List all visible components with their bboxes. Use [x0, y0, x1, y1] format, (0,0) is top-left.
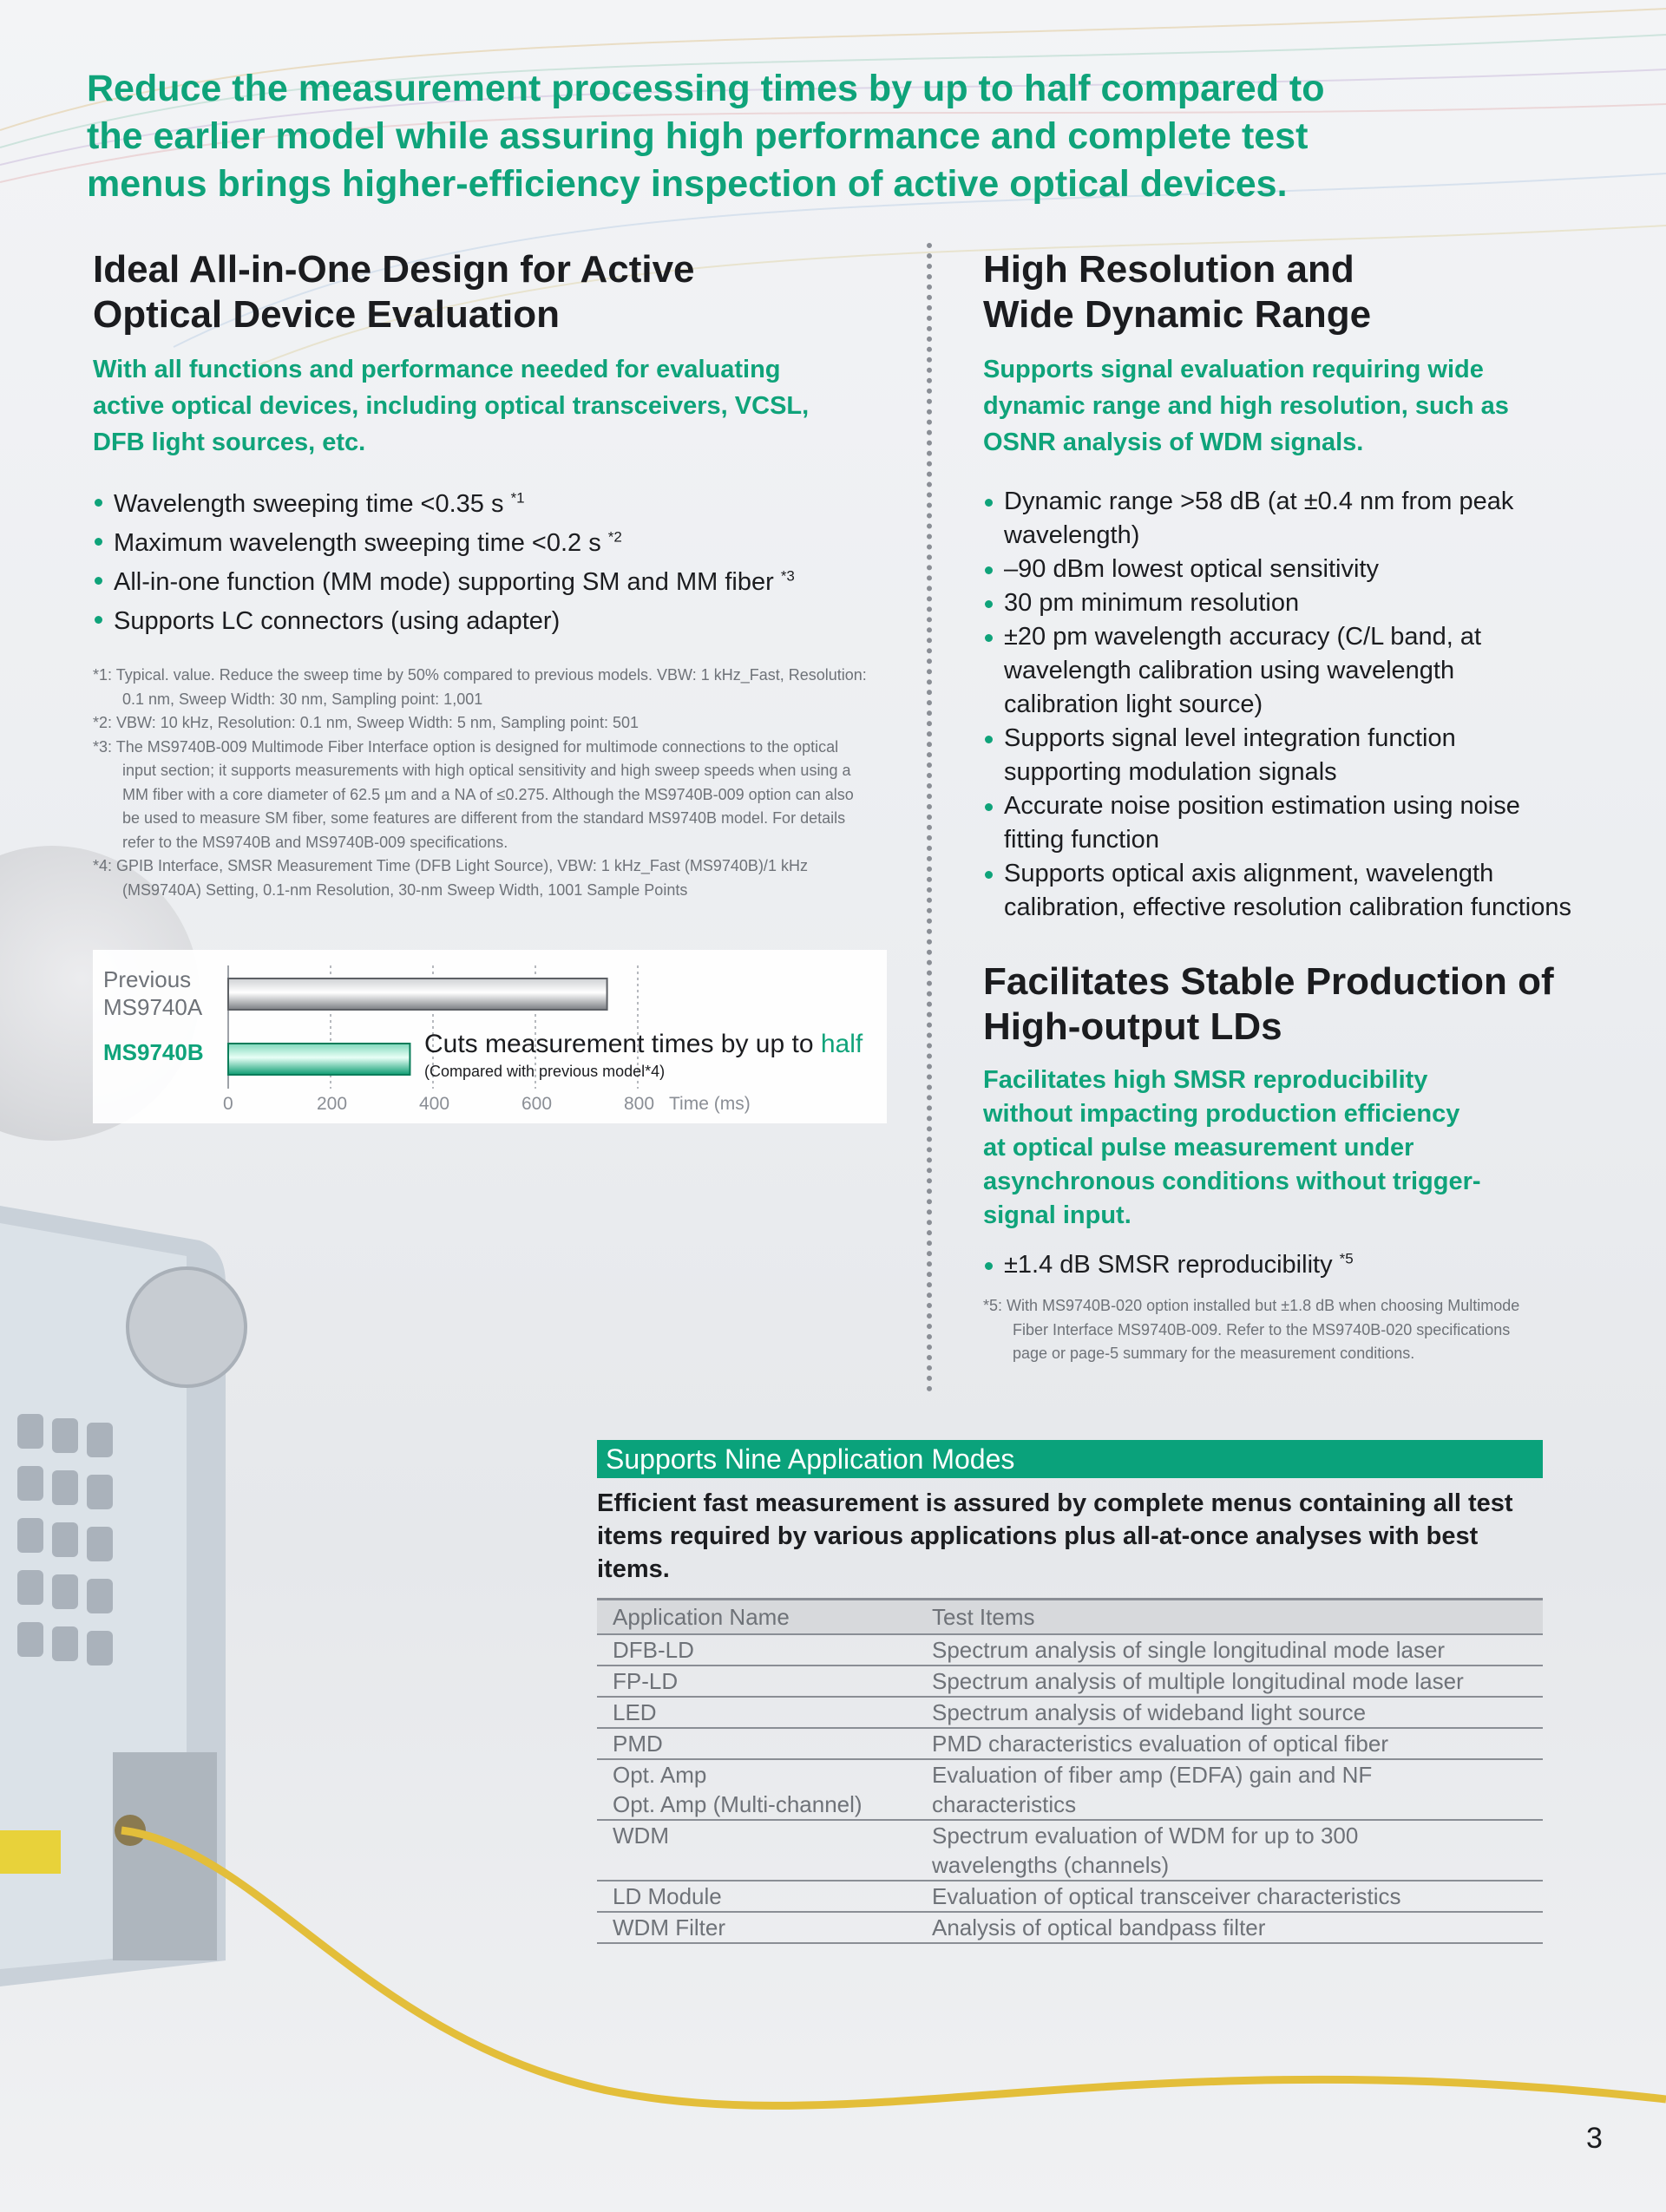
footnote-1: *1: Typical. value. Reduce the sweep time by 50% compared to previous models. VBW: 1 kHz_Fast, Resolution: 0.1 nm, Sweep Width: 30 nm, Sampling point: 1,001	[93, 666, 867, 708]
bullet-signal-integration: Supports signal level integration function supporting modulation signals	[983, 722, 1573, 789]
bullet-dynamic-range: Dynamic range >58 dB (at ±0.4 nm from peak wavelength)	[983, 485, 1573, 553]
application-name: WDM	[597, 1820, 916, 1881]
application-name: DFB-LD	[597, 1634, 916, 1666]
bullet-text: Maximum wavelength sweeping time <0.2 s	[114, 529, 601, 557]
application-modes-table	[597, 1598, 1543, 1944]
table-header-row	[597, 1600, 1543, 1635]
bullet-sweep-time	[93, 485, 908, 524]
category-label-ms9740b: MS9740B	[103, 1039, 204, 1065]
footnote-mark: *3	[780, 567, 795, 585]
table-row	[597, 1820, 1543, 1881]
footnote-3: *3: The MS9740B-009 Multimode Fiber Interface option is designed for multimode connections to the optical input section; it supports measurements with high optical sensitivity and high sweep speeds when using a MM fiber with a core diameter of 62.5 µm and a NA of ≤0.275. Although the MS9740B-009 option can also be used to measure SM fiber, some features are different from the standard MS9740B model. For details refer to the MS9740B and MS9740B-009 specifications.	[93, 737, 854, 851]
high-resolution-bullets	[983, 485, 1573, 925]
left-column	[93, 247, 908, 902]
application-name: LD Module	[597, 1881, 916, 1912]
footnote-mark: *2	[607, 528, 622, 546]
application-modes-banner: Supports Nine Application Modes	[597, 1440, 1543, 1478]
bullet-mm-mode	[93, 563, 908, 602]
smsr-bullets	[983, 1248, 1591, 1282]
bullet-max-sweep-time	[93, 524, 908, 563]
bullet-text: All-in-one function (MM mode) supporting SM and MM fiber	[114, 568, 774, 596]
test-items: Spectrum evaluation of WDM for up to 300 wavelengths (channels)	[916, 1820, 1543, 1881]
test-items: Evaluation of fiber amp (EDFA) gain and NF characteristics	[916, 1759, 1543, 1820]
x-axis-label: Time (ms)	[669, 1094, 751, 1114]
right-column	[983, 247, 1591, 1366]
page-number: 3	[1586, 2122, 1603, 2155]
application-name: Opt. Amp Opt. Amp (Multi-channel)	[597, 1759, 916, 1820]
column-divider	[927, 243, 932, 1392]
test-items: Evaluation of optical transceiver characteristics	[916, 1881, 1543, 1912]
table-row	[597, 1634, 1543, 1666]
x-tick-label: 400	[419, 1094, 450, 1114]
bullet-text: ±1.4 dB SMSR reproducibility	[1004, 1251, 1333, 1279]
left-footnotes	[93, 664, 874, 902]
bullet-resolution: 30 pm minimum resolution	[983, 586, 1573, 620]
footnote-5: *5: With MS9740B-020 option installed but ±1.8 dB when choosing Multimode Fiber Interface MS9740B-009. Refer to the MS9740B-020 specifications page or page-5 summary for the measurement conditions.	[983, 1297, 1520, 1362]
high-output-ld-title: Facilitates Stable Production of High-output LDs	[983, 960, 1554, 1048]
measurement-time-chart	[93, 950, 887, 1123]
all-in-one-lead: With all functions and performance needed for evaluating active optical devices, including optical transceivers, VCSL, DFB light sources, etc.	[93, 356, 810, 456]
table-row	[597, 1697, 1543, 1728]
table-row	[597, 1728, 1543, 1759]
table-row	[597, 1912, 1543, 1943]
application-name: WDM Filter	[597, 1912, 916, 1943]
all-in-one-bullets	[93, 485, 908, 641]
table-row	[597, 1666, 1543, 1697]
bullet-text: Supports LC connectors (using adapter)	[114, 607, 561, 635]
table-row	[597, 1759, 1543, 1820]
caption-highlight: half	[820, 1030, 863, 1058]
bullet-text: Wavelength sweeping time <0.35 s	[114, 490, 504, 518]
bullet-smsr	[983, 1248, 1591, 1282]
application-name: FP-LD	[597, 1666, 916, 1697]
test-items: PMD characteristics evaluation of optical fiber	[916, 1728, 1543, 1759]
bar-previous-ms9740a	[228, 978, 607, 1010]
all-in-one-title: Ideal All-in-One Design for Active Optical Device Evaluation	[93, 248, 695, 336]
column-header: Application Name	[597, 1600, 916, 1635]
bullet-lc-connectors	[93, 602, 908, 641]
footnote-mark: *1	[510, 489, 525, 507]
x-tick-label: 800	[624, 1094, 655, 1114]
bullet-sensitivity: –90 dBm lowest optical sensitivity	[983, 553, 1573, 586]
footnote-4: *4: GPIB Interface, SMSR Measurement Time (DFB Light Source), VBW: 1 kHz_Fast (MS9740B)/1 kHz (MS9740A) Setting, 0.1-nm Resolution, 30-nm Sweep Width, 1001 Sample Points	[93, 857, 808, 899]
application-name: LED	[597, 1697, 916, 1728]
chart-caption-note: (Compared with previous model*4)	[424, 1063, 666, 1080]
test-items: Spectrum analysis of wideband light source	[916, 1697, 1543, 1728]
x-tick-label: 600	[521, 1094, 553, 1114]
category-label-previous: Previous MS9740A	[103, 966, 203, 1020]
application-modes-section	[597, 1440, 1543, 1944]
bullet-wavelength-accuracy: ±20 pm wavelength accuracy (C/L band, at wavelength calibration using wavelength calibration light source)	[983, 620, 1573, 722]
test-items: Spectrum analysis of single longitudinal mode laser	[916, 1634, 1543, 1666]
x-tick-label: 0	[223, 1094, 233, 1114]
high-resolution-title: High Resolution and Wide Dynamic Range	[983, 248, 1372, 336]
page-headline: Reduce the measurement processing times by up to half compared to the earlier model while assuring high performance and complete test menus brings higher-efficiency inspection of active optical devices.	[87, 68, 1325, 205]
high-resolution-lead: Supports signal evaluation requiring wide dynamic range and high resolution, such as OSNR analysis of WDM signals.	[983, 356, 1509, 456]
high-output-ld-lead: Facilitates high SMSR reproducibility without impacting production efficiency at optical pulse measurement under asynchronous conditions without trigger-signal input.	[983, 1066, 1481, 1229]
right-footnotes	[983, 1294, 1538, 1366]
application-name: PMD	[597, 1728, 916, 1759]
table-row	[597, 1881, 1543, 1912]
bullet-calibration: Supports optical axis alignment, wavelength calibration, effective resolution calibration functions	[983, 857, 1573, 925]
bar-ms9740b	[228, 1044, 410, 1075]
test-items: Analysis of optical bandpass filter	[916, 1912, 1543, 1943]
bullet-noise-fitting: Accurate noise position estimation using noise fitting function	[983, 789, 1573, 857]
footnote-mark: *5	[1339, 1250, 1354, 1267]
application-modes-lead: Efficient fast measurement is assured by complete menus containing all test items required by various applications plus all-at-once analyses with best items.	[597, 1489, 1513, 1583]
caption-text: Cuts measurement times by up to	[424, 1030, 821, 1058]
test-items: Spectrum analysis of multiple longitudinal mode laser	[916, 1666, 1543, 1697]
column-header: Test Items	[916, 1600, 1543, 1635]
x-tick-label: 200	[317, 1094, 348, 1114]
footnote-2: *2: VBW: 10 kHz, Resolution: 0.1 nm, Sweep Width: 5 nm, Sampling point: 501	[93, 714, 639, 731]
chart-caption	[424, 1030, 863, 1059]
